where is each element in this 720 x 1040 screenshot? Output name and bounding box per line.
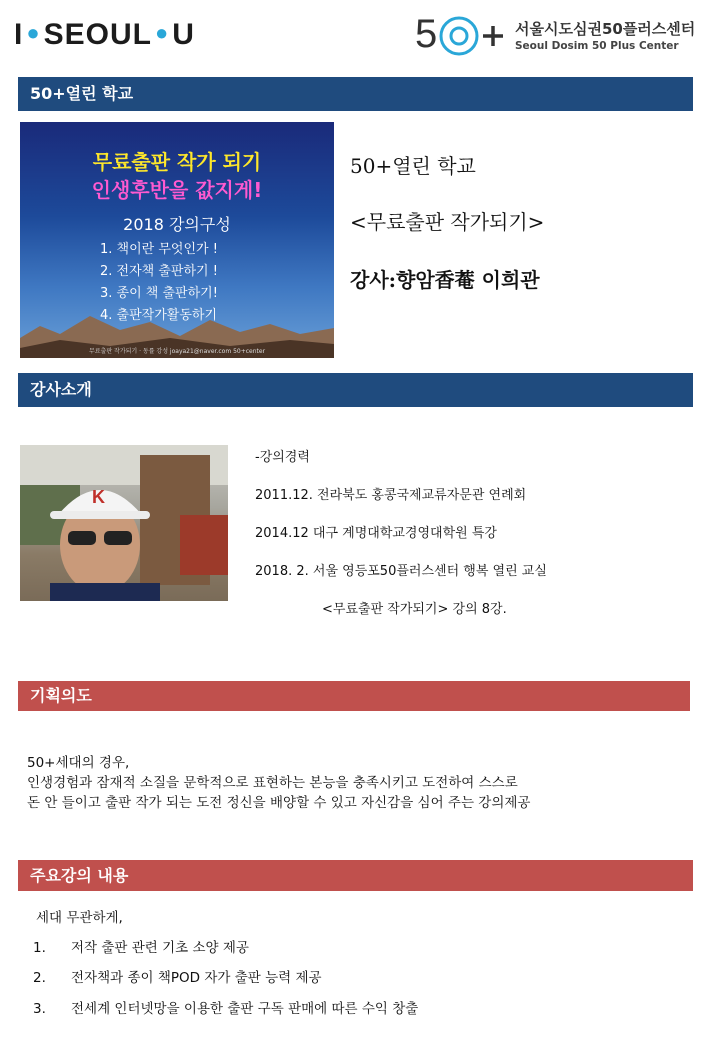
poster-subtitle: 2018 강의구성 <box>123 215 231 234</box>
content-item-text: 전자책과 종이 책POD 자가 출판 능력 제공 <box>71 970 322 986</box>
center-logo <box>415 12 715 64</box>
poster-title2: 인생후반을 값지게! <box>91 178 263 202</box>
logo-dot-icon: ● <box>155 20 170 45</box>
svg-text:K: K <box>92 487 105 507</box>
instructor-photo-graphic <box>20 445 228 601</box>
poster-item: 1. 책이란 무엇인가 ! <box>100 242 218 257</box>
poster-item: 2. 전자책 출판하기 ! <box>100 264 218 279</box>
poster-item: 4. 출판작가활동하기 <box>100 308 217 323</box>
seoul-logo <box>14 18 195 52</box>
seoul-logo-u: U <box>172 18 195 51</box>
content-intro: 세대 무관하게, <box>36 910 123 926</box>
section-header-content: 주요강의 내용 <box>18 860 693 891</box>
instructor-photo <box>20 445 228 601</box>
career-item: 2018. 2. 서울 영등포50플러스센터 행복 열린 교실 <box>255 564 547 579</box>
content-item-number: 3. <box>33 1001 46 1017</box>
content-item <box>33 997 418 1017</box>
planning-line: 돈 안 들이고 출판 작가 되는 도전 정신을 배양할 수 있고 자신감을 심어 주는 강의제공 <box>27 795 531 811</box>
seoul-logo-i: I <box>14 18 24 51</box>
school-line3: 강사:향암香菴 이희관 <box>350 268 540 292</box>
planning-line: 50+세대의 경우, <box>27 755 130 771</box>
poster-footer: 무료출판 작가되기 · 동률 강성 joaya21@naver.com 50+center <box>88 348 266 355</box>
content-item <box>33 936 249 956</box>
planning-line: 인생경험과 잠재적 소질을 문학적으로 표현하는 본능을 충족시키고 도전하여 스스로 <box>27 775 518 791</box>
career-item: 2014.12 대구 계명대학교경영대학원 특강 <box>255 526 497 541</box>
target-plus-icon <box>437 14 507 60</box>
seoul-logo-seoul: SEOUL <box>43 18 152 51</box>
content-item <box>33 966 322 986</box>
course-poster <box>20 122 334 358</box>
logo-dot-icon: ● <box>26 20 41 45</box>
center-logo-five: 5 <box>415 12 438 56</box>
section-header-school: 50+열린 학교 <box>18 77 693 111</box>
poster-item: 3. 종이 책 출판하기! <box>100 286 218 301</box>
career-item: 2011.12. 전라북도 홍콩국제교류자문관 연례회 <box>255 488 527 503</box>
poster-title1: 무료출판 작가 되기 <box>92 150 262 174</box>
content-item-text: 저작 출판 관련 기초 소양 제공 <box>71 940 249 956</box>
school-line2: <무료출판 작가되기> <box>350 210 545 234</box>
school-line1: 50+열린 학교 <box>350 154 476 178</box>
content-item-number: 1. <box>33 940 46 956</box>
career-item: <무료출판 작가되기> 강의 8강. <box>322 602 507 617</box>
section-header-planning: 기획의도 <box>18 681 690 711</box>
center-name-en: Seoul Dosim 50 Plus Center <box>515 40 679 52</box>
content-item-number: 2. <box>33 970 46 986</box>
section-header-instructor: 강사소개 <box>18 373 693 407</box>
career-heading: -강의경력 <box>255 450 310 465</box>
content-item-text: 전세계 인터넷망을 이용한 출판 구독 판매에 따른 수익 창출 <box>71 1001 419 1017</box>
center-name-ko: 서울시도심권50플러스센터 <box>515 20 696 38</box>
